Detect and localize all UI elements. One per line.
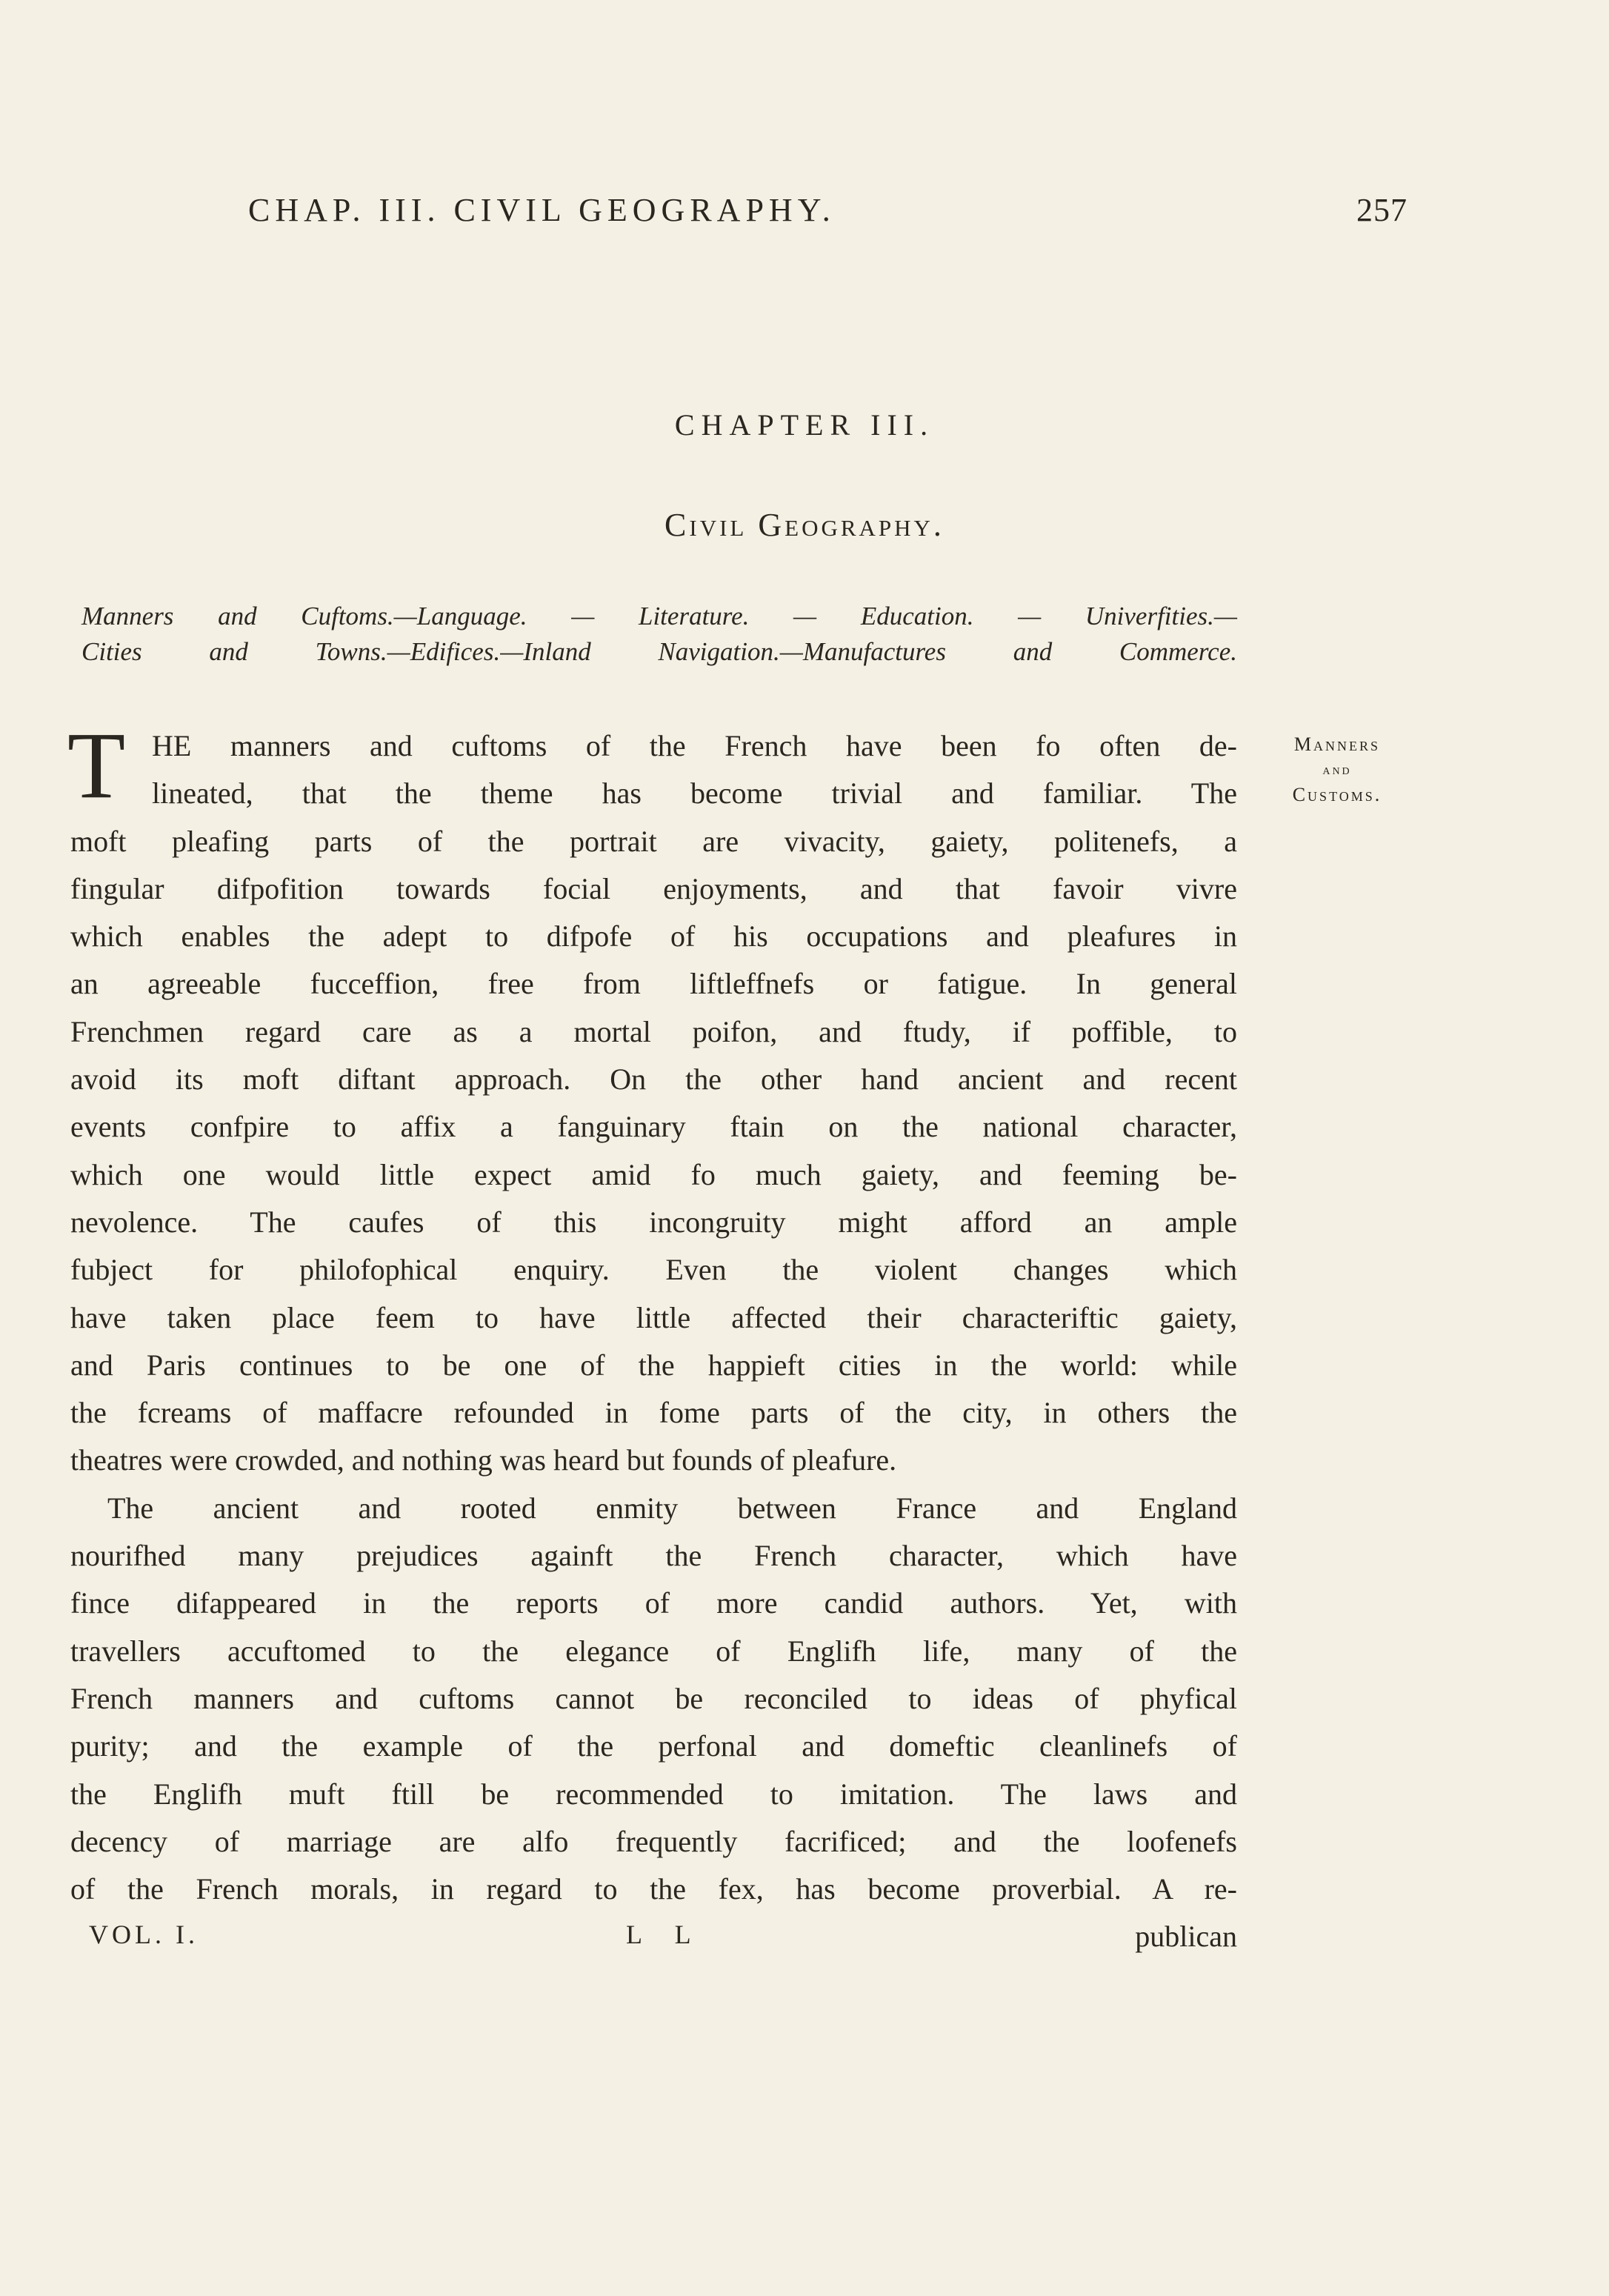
text-line: The ancient and rooted enmity between France and England [107, 1491, 1237, 1525]
running-head [248, 191, 1408, 236]
text-line: theatres were crowded, and nothing was heard but founds of pleafure. [70, 1443, 897, 1477]
text-line: events confpire to affix a fanguinary ftain on the national character, [70, 1110, 1237, 1144]
text-line: moft pleafing parts of the portrait are vivacity, gaiety, politenefs, a [70, 824, 1237, 858]
text-line: avoid its moft diftant approach. On the other hand ancient and recent [70, 1062, 1237, 1097]
running-head-title: CHAP. III. CIVIL GEOGRAPHY. [248, 192, 836, 228]
marginal-note-line: Customs. [1292, 784, 1382, 805]
chapter-summary [81, 599, 1237, 670]
text-line: and Paris continues to be one of the happieft cities in the world: while [70, 1348, 1237, 1382]
text-line: Frenchmen regard care as a mortal poifon, and ftudy, if poffible, to [70, 1014, 1237, 1048]
marginal-note-line: and [1322, 762, 1352, 778]
text-line: an agreeable fucceffion, free from liftleffnefs or fatigue. In general [70, 967, 1237, 1001]
text-line: lineated, that the theme has become trivial and familiar. The [152, 776, 1237, 811]
text-line: fince difappeared in the reports of more candid authors. Yet, with [70, 1586, 1237, 1620]
section-heading: Civil Geography. [664, 507, 945, 543]
page-number: 257 [1356, 192, 1408, 228]
body-text [67, 713, 1237, 1913]
chapter-heading: CHAPTER III. [674, 408, 935, 442]
summary-line: Cities and Towns.—Edifices.—Inland Navigation.—Manufactures and Commerce. [81, 637, 1237, 666]
text-line: have taken place feem to have little affected their characteriftic gaiety, [70, 1300, 1237, 1334]
summary-line: Manners and Cuftoms.—Language. — Literature. — Education. — Univerfities.— [81, 602, 1237, 630]
volume-mark: VOL. I. [89, 1920, 199, 1949]
text-line: travellers accuftomed to the elegance of Englifh life, many of the [70, 1634, 1237, 1668]
text-line: purity; and the example of the perfonal and domeftic cleanlinefs of [70, 1729, 1237, 1763]
text-line: nourifhed many prejudices againft the French character, which have [70, 1539, 1237, 1573]
marginal-note [1263, 732, 1411, 808]
signature-mark: L L [626, 1920, 704, 1949]
text-line: the Englifh muft ftill be recommended to imitation. The laws and [70, 1777, 1237, 1811]
text-line: HE manners and cuftoms of the French have been fo often de- [152, 729, 1237, 762]
page-footer [89, 1919, 1237, 1956]
text-line: nevolence. The caufes of this incongruity might afford an ample [70, 1205, 1237, 1239]
text-line: of the French morals, in regard to the fex, has become proverbial. A re- [70, 1872, 1237, 1906]
marginal-note-line: Manners [1293, 733, 1381, 755]
text-line: French manners and cuftoms cannot be reconciled to ideas of phyfical [70, 1681, 1237, 1715]
drop-cap: T [67, 713, 126, 818]
text-line: which enables the adept to difpofe of his occupations and pleafures in [70, 919, 1237, 954]
text-line: the fcreams of maffacre refounded in fome parts of the city, in others the [70, 1396, 1237, 1430]
text-line: which one would little expect amid fo much gaiety, and feeming be- [70, 1157, 1237, 1191]
text-line: fubject for philofophical enquiry. Even the violent changes which [70, 1253, 1237, 1287]
text-line: decency of marriage are alfo frequently facrificed; and the loofenefs [70, 1824, 1237, 1858]
catchword: publican [1135, 1920, 1237, 1953]
text-line: fingular difpofition towards focial enjoyments, and that favoir vivre [70, 871, 1237, 905]
